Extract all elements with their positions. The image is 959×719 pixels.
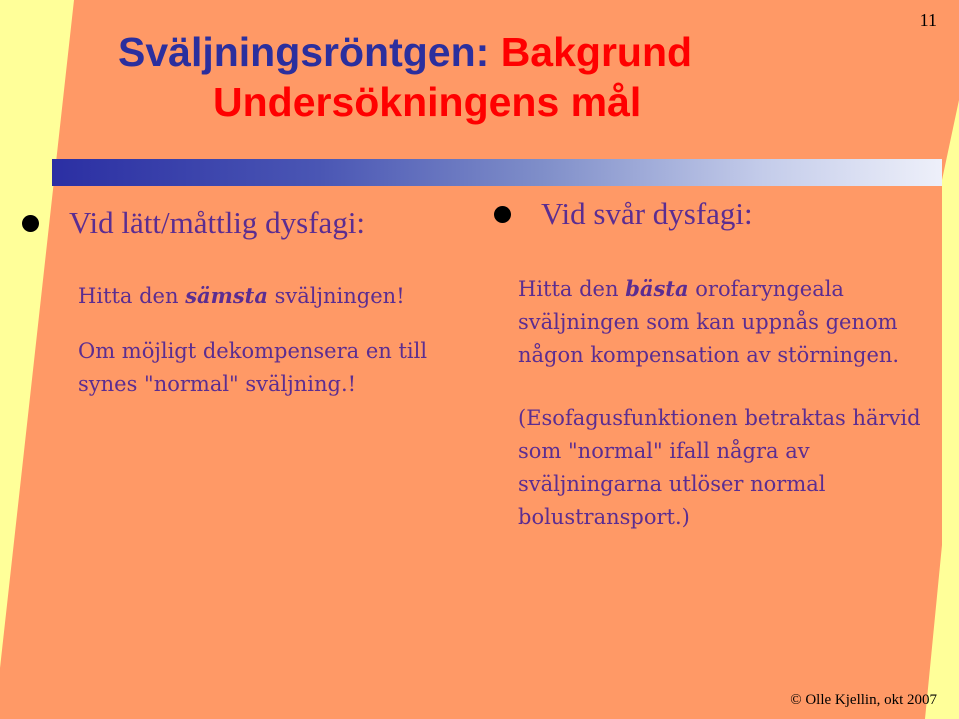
right-para-1-before: Hitta den [518, 277, 626, 301]
right-bullet-heading [494, 196, 939, 232]
bullet-dot-icon [22, 215, 39, 232]
right-para-2: (Esofagusfunktionen betraktas härvid som "normal" ifall några av sväljningarna utlöser normal bolustransport.) [518, 406, 921, 529]
right-body [518, 272, 939, 534]
left-para-1-after: sväljningen! [267, 284, 405, 308]
right-para-1-after: orofaryngeala sväljningen som kan uppnås genom någon kompensation av störningen. [518, 277, 900, 367]
title-part-2: Bakgrund [500, 29, 693, 75]
right-heading-text: Vid svår dysfagi: [541, 196, 753, 231]
footer-copyright: © Olle Kjellin, okt 2007 [790, 692, 937, 708]
bullet-dot-icon [494, 206, 511, 223]
left-para-1-emphasis: sämsta [185, 283, 268, 308]
slide-title [118, 27, 918, 127]
title-line-2: Undersökningens mål [213, 79, 642, 125]
left-heading-text: Vid lätt/måttlig dysfagi: [69, 205, 366, 240]
right-column [494, 196, 939, 534]
left-para-2: Om möjligt dekompensera en till synes "normal" sväljning.! [78, 339, 428, 396]
gradient-band [52, 159, 942, 186]
right-para-1 [518, 272, 939, 372]
right-para-1-emphasis: bästa [625, 276, 689, 301]
page-number: 11 [919, 10, 937, 30]
left-bullet-heading [22, 205, 482, 241]
left-para-1-before: Hitta den [78, 284, 186, 308]
left-para-1 [78, 279, 482, 313]
title-part-1: Sväljningsröntgen: [118, 29, 501, 75]
left-column [22, 205, 482, 401]
left-body [78, 279, 482, 401]
